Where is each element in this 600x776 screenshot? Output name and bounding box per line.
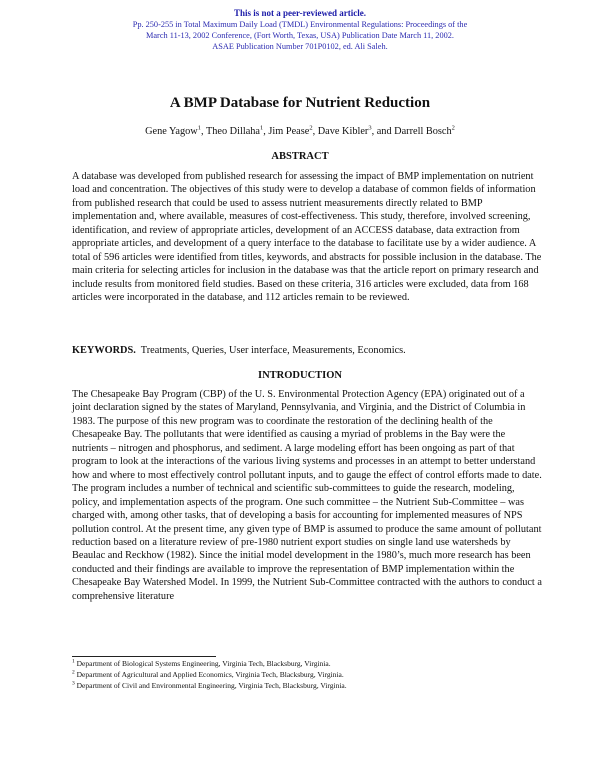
abstract-heading: ABSTRACT [271, 151, 329, 162]
author-separator: , [312, 126, 318, 137]
author-affiliation-marker: 3 [368, 124, 372, 132]
author-separator: , and [371, 126, 395, 137]
author-separator: , [200, 126, 206, 137]
author-name: Gene Yagow [145, 126, 198, 137]
author-list [0, 126, 600, 137]
introduction-heading: INTRODUCTION [257, 370, 342, 381]
abstract-text: A database was developed from published research for assessing the impact of BMP implementation on nutrient load and concentration. The objectives of this study were to develop a database of common fields of information from published research that could be used to assess nutrient measurements directly related to BMP implementation and, where available, measures of cost-effectiveness. This study, therefore, involved screening, identification, and review of appropriate articles, development of an ACCESS database, data extraction from appropriate articles, and development of a query interface to the database to facilitate use by a wider audience. A total of 596 articles were identified from titles, keywords, and abstracts for possible inclusion in the database. The main criteria for selecting articles for inclusion in the database was that the article report on primary research and include results from monitored field studies. Based on these criteria, 316 articles were excluded, data from 168 articles were incorporated in the database, and 112 articles remain to be reviewed. [72, 171, 542, 304]
author-name: Theo Dillaha [205, 126, 260, 137]
citation-line-1: Pp. 250-255 in Total Maximum Daily Load (TMDL) Environmental Regulations: Proceedings of the [132, 20, 468, 29]
footnote-marker: 1 [72, 658, 75, 665]
author-name: Jim Pease [268, 126, 310, 137]
footnote-text: Department of Agricultural and Applied Economics, Virginia Tech, Blacksburg, Virginia. [76, 670, 344, 679]
author-affiliation-marker: 2 [451, 124, 455, 132]
peer-review-notice: This is not a peer-reviewed article. [234, 8, 366, 18]
footnote-2 [72, 670, 542, 680]
keywords-text: Treatments, Queries, User interface, Measurements, Economics. [140, 345, 406, 356]
author-affiliation-marker: 1 [260, 124, 264, 132]
footnote-1 [72, 659, 542, 669]
footnote-text: Department of Civil and Environmental Engineering, Virginia Tech, Blacksburg, Virginia. [76, 681, 347, 690]
author-separator: , [263, 126, 269, 137]
author-affiliation-marker: 1 [197, 124, 201, 132]
footnote-marker: 2 [72, 669, 75, 676]
introduction-text: The Chesapeake Bay Program (CBP) of the U. S. Environmental Protection Agency (EPA) originated out of a joint declaration signed by the states of Maryland, Pennsylvania, and Virginia, and the District of Columbia in 1983. The purpose of this new program was to coordinate the restoration of the declining health of the Chesapeake Bay. The pollutants that were identified as causing a myriad of problems in the Bay were the nutrients – nitrogen and phosphorus, and sediment. A large modeling effort has been ongoing as part of that program to look at the interactions of the various living systems and processes in an attempt to better understand how and where to most effectively control pollutant inputs, and to gauge the effect of control efforts made to date. The program includes a number of technical and scientific sub-committees to guide the research, modeling, policy, and implementation aspects of the program. One such committee – the Nutrient Sub-Committee – was charged with, among other tasks, that of developing a basis for accounting for implemented measures of NPS pollution control. At the present time, any given type of BMP is assumed to produce the same amount of pollutant reduction based on a literature review of pre-1980 nutrient export studies on single land use watersheds by Beaulac and Reckhow (1982). Since the initial model development in the 1980’s, much more research has been conducted and their findings are available to improve the representation of BMP implementation within the Chesapeake Bay Watershed Model. In 1999, the Nutrient Sub-Committee contracted with the authors to conduct a comprehensive literature [72, 389, 542, 602]
author-name: Darrell Bosch [394, 126, 452, 137]
author-name: Dave Kibler [317, 126, 369, 137]
citation-line-2: March 11-13, 2002 Conference, (Fort Worth, Texas, USA) Publication Date March 11, 2002. [146, 31, 454, 40]
paper-title: A BMP Database for Nutrient Reduction [169, 95, 431, 111]
footnote-divider [72, 656, 216, 657]
publication-notice [0, 7, 600, 52]
keywords-line [72, 345, 542, 356]
footnote-marker: 3 [72, 680, 75, 687]
author-affiliation-marker: 2 [309, 124, 313, 132]
footnote-text: Department of Biological Systems Engineering, Virginia Tech, Blacksburg, Virginia. [76, 659, 331, 668]
footnote-3 [72, 681, 542, 691]
keywords-label: KEYWORDS. [72, 345, 136, 356]
citation-line-3: ASAE Publication Number 701P0102, ed. Ali Saleh. [212, 42, 388, 51]
